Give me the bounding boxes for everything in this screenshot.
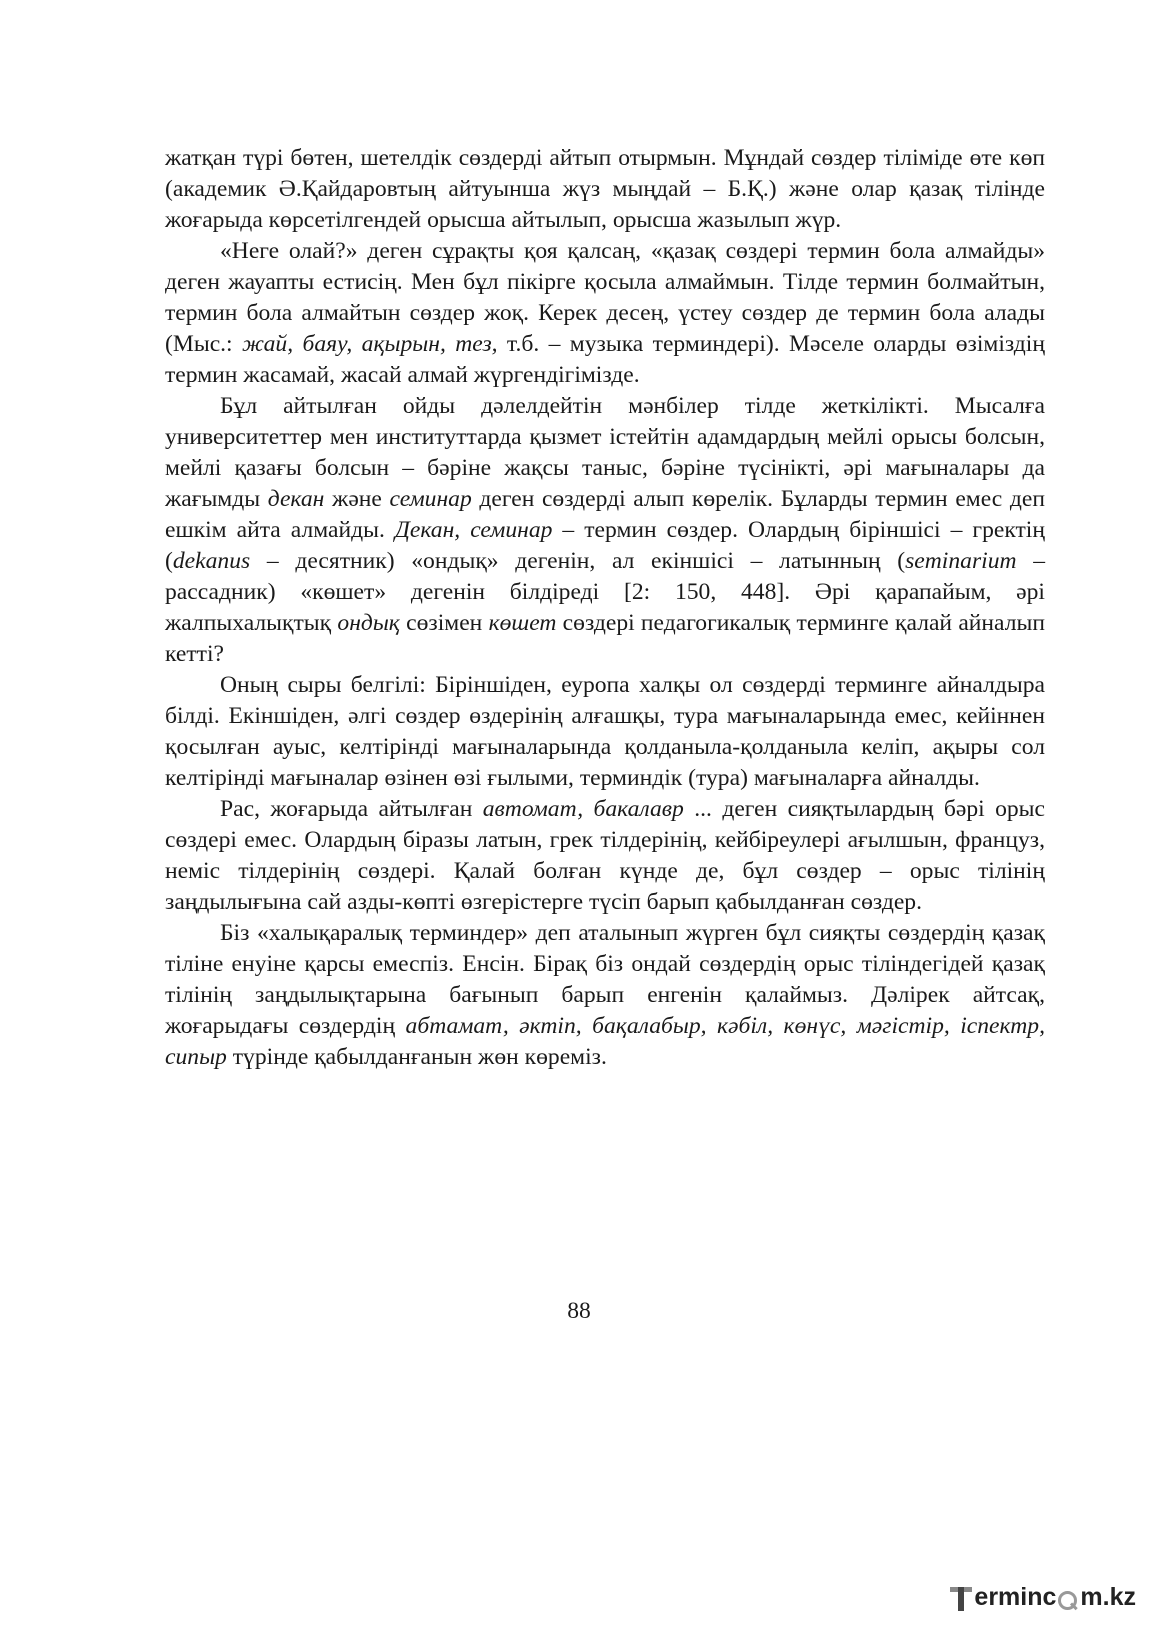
paragraph	[165, 670, 1045, 794]
italic-term: декан	[267, 486, 325, 512]
text-run: – термин сөздер. Олардың біріншісі – гректің (	[165, 517, 1045, 574]
text-run: Біз «халықаралық терминдер» деп аталынып жүрген бұл сияқты сөздердің қазақ тіліне енуіне қарсы емеспіз. Енсін. Бірақ біз ондай сөздердің орыс тіліндегідей қазақ тілінің заңдылықтарына бағынып барып енгенін қалаймыз. Дәлірек айтсақ, жоғарыдағы сөздердің	[165, 920, 1045, 1039]
terminkom-watermark	[950, 1583, 1136, 1612]
watermark-text-a: erminc	[974, 1583, 1057, 1611]
text-run: Бұл айтылған ойды дәлелдейтін мәнбілер тілде жеткілікті. Мысалға университеттер мен институттарда қызмет істейтін адамдардың мейлі орысы болсын, мейлі қазағы болсын – бәріне жақсы таныс, бәріне түсінікті, әрі мағыналары да жағымды	[165, 393, 1045, 512]
paragraph	[165, 236, 1045, 391]
text-run: – рассадник) «көшет» дегенін білдіреді [2: 150, 448]. Әрі қарапайым, әрі жалпыхалықтық	[165, 548, 1045, 636]
italic-term: семинар	[389, 486, 472, 512]
text-run: сөздері педагогикалық терминге қалай айналып кетті?	[165, 610, 1045, 667]
text-run: Рас, жоғарыда айтылған	[220, 796, 483, 822]
text-run: Оның сыры белгілі: Біріншіден, еуропа халқы ол сөздерді терминге айналдыра білді. Екіншіден, әлгі сөздер өздерінің алғашқы, тура мағыналарында емес, кейіннен қосылған ауыс, келтірінді мағыналарында қолданыла-қолданыла келіп, ақыры сол келтірінді мағыналар өзінен өзі ғылыми, терминдік (тура) мағыналарға айналды.	[165, 672, 1045, 791]
paragraph	[165, 143, 1045, 236]
paragraph	[165, 794, 1045, 918]
magnifier-o-icon	[1057, 1587, 1079, 1609]
text-run: ... деген сияқтылардың бәрі орыс сөздері емес. Олардың біразы латын, грек тілдерінің, кейбіреулері ағылшын, француз, неміс тілдерінің сөздері. Қалай болған күнде де, бұл сөздер – орыс тілінің заңдылығына сай азды-көпті өзгерістерге түсіп барып қабылданған сөздер.	[165, 796, 1045, 915]
italic-term: seminarium	[905, 548, 1017, 574]
paragraph	[165, 918, 1045, 1073]
text-run: т.б. – музыка терминдері). Мәселе оларды өзіміздің термин жасамай, жасай алмай жүргендігімізде.	[165, 331, 1045, 388]
italic-term: абтамат, әктіп, бақалабыр, кәбіл, көнүс, мәгістір, іспектр, сипыр	[165, 1013, 1045, 1070]
text-run: сөзімен	[399, 610, 489, 636]
italic-term: dekanus	[172, 548, 251, 574]
paragraph	[165, 391, 1045, 670]
italic-term: автомат, бакалавр	[482, 796, 684, 822]
italic-term: Декан, семинар	[394, 517, 553, 543]
page-number: 88	[567, 1298, 591, 1324]
watermark-text-b: m.kz	[1080, 1583, 1136, 1611]
text-run: – десятник) «ондық» дегенін, ал екіншісі – латынның (	[250, 548, 906, 574]
italic-term: ондық	[337, 610, 400, 636]
text-run: және	[324, 486, 390, 512]
italic-term: көшет	[488, 610, 557, 636]
t-logo-icon	[950, 1585, 972, 1611]
text-run: «Неге олай?» деген сұрақты қоя қалсаң, «қазақ сөздері термин бола алмайды» деген жауапты естисің. Мен бұл пікірге қосыла алмаймын. Тілде термин болмайтын, термин бола алмайтын сөздер жоқ. Керек десең, үстеу сөздер де термин бола алады (Мыс.:	[165, 238, 1045, 357]
text-run: жатқан түрі бөтен, шетелдік сөздерді айтып отырмын. Мұндай сөздер тіліміде өте көп (академик Ә.Қайдаровтың айтуынша жүз мыңдай – Б.Қ.) және олар қазақ тілінде жоғарыда көрсетілгендей орысша айтылып, орысша жазылып жүр.	[165, 145, 1045, 233]
text-run: түрінде қабылданғанын жөн көреміз.	[226, 1044, 607, 1070]
document-body	[165, 143, 1045, 1073]
text-run: деген сөздерді алып көрелік. Бұларды термин емес деп ешкім айта алмайды.	[165, 486, 1045, 543]
italic-term: жай, баяу, ақырын, тез,	[241, 331, 498, 357]
